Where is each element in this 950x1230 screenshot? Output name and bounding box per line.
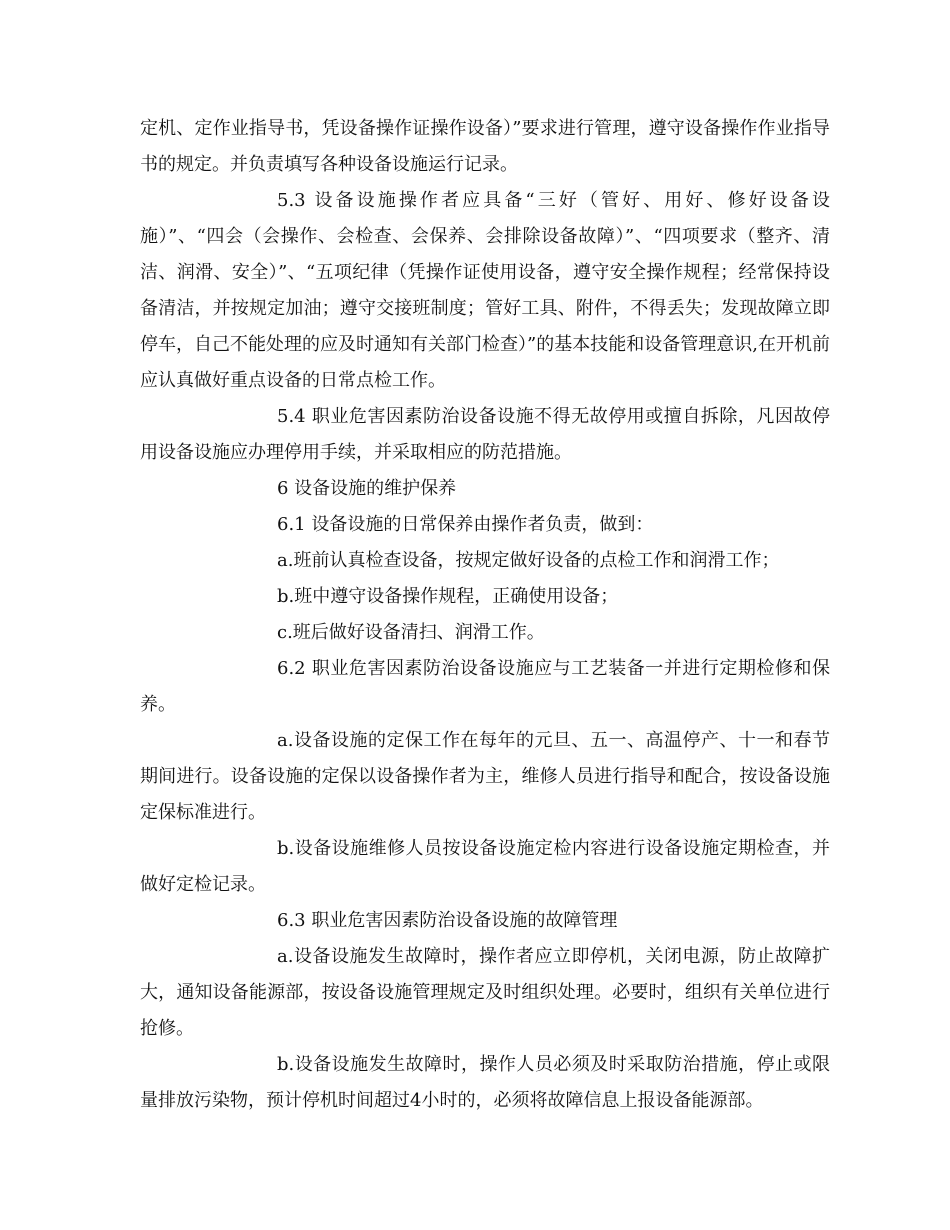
- paragraph-5-3: 5.3 设备设施操作者应具备“三好（管好、用好、修好设备设施）”、“四会（会操作、会检查、会保养、会排除设备故障）”、“四项要求（整齐、清洁、润滑、安全）”、“五项纪律（凭操作证使用设备，遵守安全操作规程；经常保持设备清洁，并按规定加油；遵守交接班制度；管好工具、附件，不得丢失；发现故障立即停车，自己不能处理的应及时通知有关部门检查）”的基本技能和设备管理意识,在开机前应认真做好重点设备的日常点检工作。: [140, 190, 830, 391]
- paragraph-6-1: 6.1 设备设施的日常保养由操作者负责，做到：: [277, 514, 654, 535]
- list-item-6-2-b: b.设备设施维修人员按设备设施定检内容进行设备设施定期检查，并做好定检记录。: [140, 838, 830, 895]
- list-item-6-1-c: c.班后做好设备清扫、润滑工作。: [277, 622, 545, 643]
- paragraph-continuation: 定机、定作业指导书，凭设备操作证操作设备）”要求进行管理，遵守设备操作作业指导书的规定。并负责填写各种设备设施运行记录。: [140, 118, 830, 175]
- list-item-6-3-b: b.设备设施发生故障时，操作人员必须及时采取防治措施，停止或限量排放污染物，预计停机时间超过4小时的，必须将故障信息上报设备能源部。: [140, 1054, 830, 1111]
- list-item-6-2-a: a.设备设施的定保工作在每年的元旦、五一、高温停产、十一和春节期间进行。设备设施的定保以设备操作者为主，维修人员进行指导和配合，按设备设施定保标准进行。: [140, 730, 830, 823]
- section-heading-6-3: 6.3 职业危害因素防治设备设施的故障管理: [277, 910, 618, 931]
- paragraph-5-4: 5.4 职业危害因素防治设备设施不得无故停用或擅自拆除，凡因故停用设备设施应办理停用手续，并采取相应的防范措施。: [140, 406, 830, 463]
- paragraph-6-2: 6.2 职业危害因素防治设备设施应与工艺装备一并进行定期检修和保养。: [140, 658, 830, 715]
- list-item-6-1-b: b.班中遵守设备操作规程，正确使用设备；: [277, 586, 619, 607]
- list-item-6-3-a: a.设备设施发生故障时，操作者应立即停机，关闭电源，防止故障扩大，通知设备能源部，按设备设施管理规定及时组织处理。必要时，组织有关单位进行抢修。: [140, 946, 830, 1039]
- section-heading-6: 6 设备设施的维护保养: [277, 478, 457, 499]
- document-body: [140, 111, 830, 1119]
- list-item-6-1-a: a.班前认真检查设备，按规定做好设备的点检工作和润滑工作；: [277, 550, 780, 571]
